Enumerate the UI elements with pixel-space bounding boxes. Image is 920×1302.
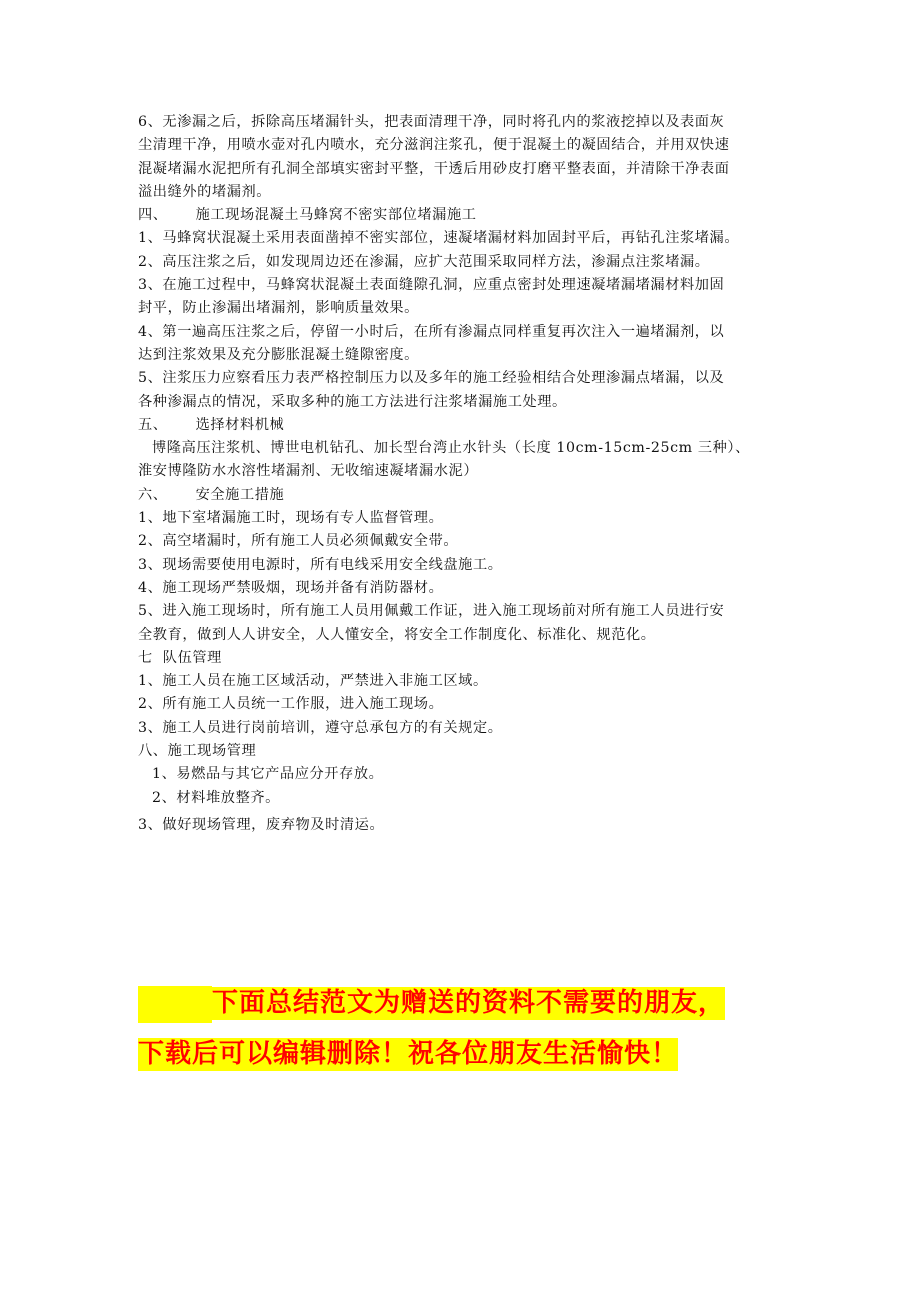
section-title: 安全施工措施 xyxy=(195,486,285,503)
list-item-continuation: 各种渗漏点的情况，采取多种的施工方法进行注浆堵漏施工处理。 xyxy=(138,393,567,410)
list-item: 1、地下室堵漏施工时，现场有专人监督管理。 xyxy=(138,510,444,527)
section-heading-8: 八、施工现场管理 xyxy=(138,743,257,760)
list-item: 5、注浆压力应察看压力表严格控制压力以及多年的施工经验相结合处理渗漏点堵漏，以及 xyxy=(138,370,725,387)
promo-line-1 xyxy=(138,986,798,1023)
document-body xyxy=(138,111,786,837)
list-item: 1、易燃品与其它产品应分开存放。 xyxy=(152,766,384,783)
paragraph-line: 尘清理干净，用喷水壶对孔内喷水，充分滋润注浆孔，便于混凝土的凝固结合，并用双快速 xyxy=(138,137,730,154)
section-heading-5 xyxy=(138,414,786,437)
paragraph-line: 博隆高压注浆机、博世电机钻孔、加长型台湾止水针头（长度 10cm-15cm-25cm 三种）、 xyxy=(152,440,750,457)
list-item: 3、在施工过程中，马蜂窝状混凝土表面缝隙孔洞，应重点密封处理速凝堵漏堵漏材料加固 xyxy=(138,277,725,294)
list-item: 3、施工人员进行岗前培训，遵守总承包方的有关规定。 xyxy=(138,719,503,736)
list-item: 1、马蜂窝状混凝土采用表面凿掉不密实部位，速凝堵漏材料加固封平后，再钻孔注浆堵漏。 xyxy=(138,230,740,247)
section-title: 施工现场混凝土马蜂窝不密实部位堵漏施工 xyxy=(195,207,477,224)
list-item-continuation: 达到注浆效果及充分膨胀混凝土缝隙密度。 xyxy=(138,346,419,363)
list-item-continuation: 全教育，做到人人讲安全，人人懂安全，将安全工作制度化、标准化、规范化。 xyxy=(138,626,656,643)
section-heading-4 xyxy=(138,204,786,227)
promo-line-2 xyxy=(138,1037,798,1071)
promo-text: 下载后可以编辑删除！祝各位朋友生活愉快！ xyxy=(138,1039,679,1069)
list-item: 4、施工现场严禁吸烟，现场并备有消防器材。 xyxy=(138,579,444,596)
section-number: 四、 xyxy=(138,207,168,224)
paragraph-line: 混凝堵漏水泥把所有孔洞全部填实密封平整，干透后用砂皮打磨平整表面，并清除干净表面 xyxy=(138,160,730,177)
list-item: 4、第一遍高压注浆之后，停留一小时后，在所有渗漏点同样重复再次注入一遍堵漏剂，以 xyxy=(138,323,725,340)
list-item: 2、所有施工人员统一工作服，进入施工现场。 xyxy=(138,696,444,713)
section-number: 六、 xyxy=(138,486,168,503)
paragraph-line: 淮安博隆防水水溶性堵漏剂、无收缩速凝堵漏水泥） xyxy=(138,463,479,480)
section-title: 选择材料机械 xyxy=(195,416,285,433)
promo-text: 下面总结范文为赠送的资料不需要的朋友， xyxy=(212,988,726,1018)
list-item: 2、材料堆放整齐。 xyxy=(152,789,280,806)
paragraph-line: 溢出缝外的堵漏剂。 xyxy=(138,183,272,200)
list-item: 3、现场需要使用电源时，所有电线采用安全线盘施工。 xyxy=(138,556,503,573)
list-item: 1、施工人员在施工区域活动，严禁进入非施工区域。 xyxy=(138,673,488,690)
list-item: 3、做好现场管理，废弃物及时清运。 xyxy=(138,816,385,833)
paragraph-line: 6、无渗漏之后，拆除高压堵漏针头，把表面清理干净，同时将孔内的浆液挖掉以及表面灰 xyxy=(138,114,725,130)
section-heading-6 xyxy=(138,484,786,507)
list-item: 2、高空堵漏时，所有施工人员必须佩戴安全带。 xyxy=(138,533,459,550)
list-item: 5、进入施工现场时，所有施工人员用佩戴工作证，进入施工现场前对所有施工人员进行安 xyxy=(138,603,725,620)
section-title: 队伍管理 xyxy=(162,649,222,666)
list-item: 2、高压注浆之后，如发现周边还在渗漏，应扩大范围采取同样方法，渗漏点注浆堵漏。 xyxy=(138,253,710,270)
section-number: 五、 xyxy=(138,416,168,433)
section-heading-7 xyxy=(138,647,786,670)
list-item-continuation: 封平，防止渗漏出堵漏剂，影响质量效果。 xyxy=(138,300,419,317)
section-number: 七 xyxy=(138,649,153,666)
